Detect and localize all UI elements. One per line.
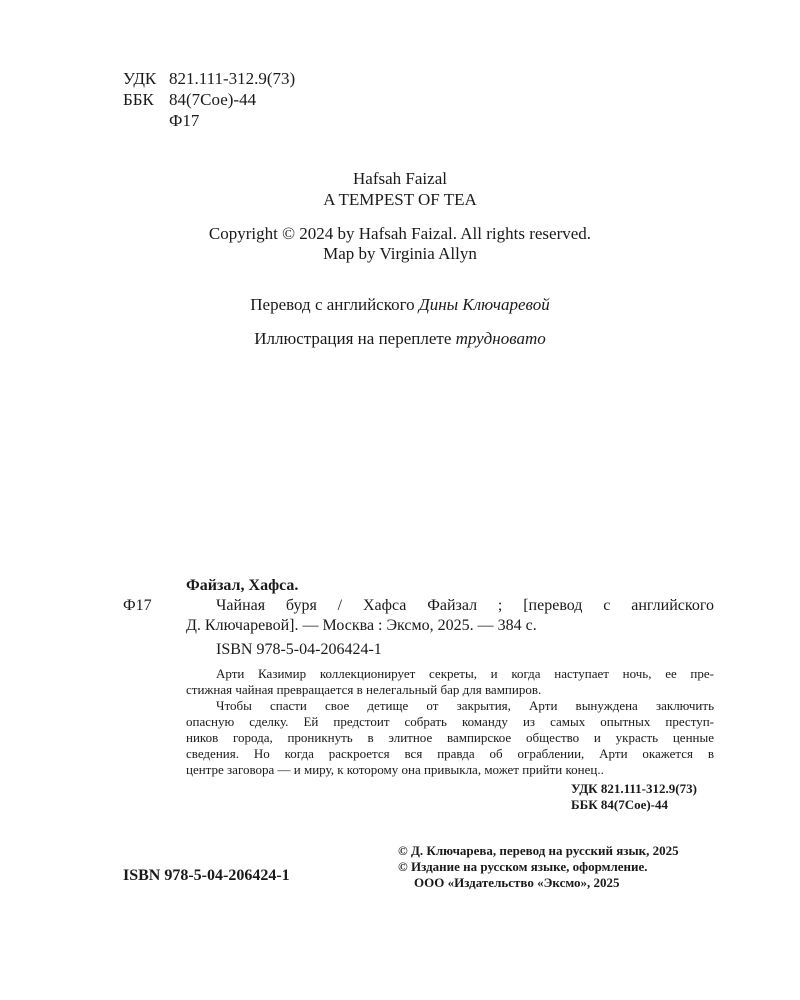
catalog-line-1: Чайная буря / Хафса Файзал ; [перевод с английского <box>216 597 714 614</box>
illustrator-name: трудновато <box>455 329 546 348</box>
annotation-line: Чтобы спасти свое детище от закрытия, Арти вынуждена заключить <box>216 698 714 713</box>
bbk-value: 84(7Сое)-44 <box>169 90 257 109</box>
bbk-line <box>123 89 256 110</box>
catalog-heading: Файзал, Хафса. <box>186 577 299 594</box>
original-title: A TEMPEST OF TEA <box>323 190 477 209</box>
footer-copyright-line: © Издание на русском языке, оформление. <box>398 859 648 874</box>
footer-copyright-line: ООО «Издательство «Эксмо», 2025 <box>414 875 620 890</box>
translation-prefix: Перевод с английского <box>250 295 415 314</box>
bbk-label: ББК <box>123 90 154 109</box>
catalog-line-2: Д. Ключаревой]. — Москва : Эксмо, 2025. — 384 с. <box>186 617 537 634</box>
author-mark: Ф17 <box>169 111 200 130</box>
annotation-line: сведения. Но когда раскроется вся правда об ограблении, Арти окажется в <box>186 746 714 761</box>
udk-label: УДК <box>123 69 157 88</box>
catalog-bbk: ББК 84(7Сое)-44 <box>571 797 669 812</box>
translator-name: Дины Ключаревой <box>418 295 550 314</box>
footer-copyright-line: © Д. Ключарева, перевод на русский язык, 2025 <box>398 843 679 858</box>
annotation-line: Арти Казимир коллекционирует секреты, и когда наступает ночь, ее пре- <box>216 666 714 681</box>
illustration-prefix: Иллюстрация на переплете <box>254 329 452 348</box>
catalog-mark: Ф17 <box>123 597 152 614</box>
original-copyright: Copyright © 2024 by Hafsah Faizal. All rights reserved. <box>208 224 592 243</box>
udk-value: 821.111-312.9(73) <box>169 69 296 88</box>
annotation-line: ников города, проникнуть в элитное вампирское общество и украсть ценные <box>186 730 714 745</box>
original-author: Hafsah Faizal <box>353 169 447 188</box>
annotation-line: опасную сделку. Ей предстоит собрать команду из самых опытных преступ- <box>186 714 714 729</box>
udk-line <box>123 68 295 89</box>
translation-credit <box>0 294 800 315</box>
catalog-isbn: ISBN 978-5-04-206424-1 <box>216 641 382 658</box>
map-credit: Map by Virginia Allyn <box>323 244 477 263</box>
annotation-line: стижная чайная превращается в нелегальный бар для вампиров. <box>186 682 542 697</box>
annotation-line: центре заговора — и миру, к которому она привыкла, может прийти конец.. <box>186 762 604 777</box>
catalog-udk: УДК 821.111-312.9(73) <box>571 781 697 796</box>
illustration-credit <box>0 328 800 349</box>
footer-isbn: ISBN 978-5-04-206424-1 <box>123 867 290 884</box>
